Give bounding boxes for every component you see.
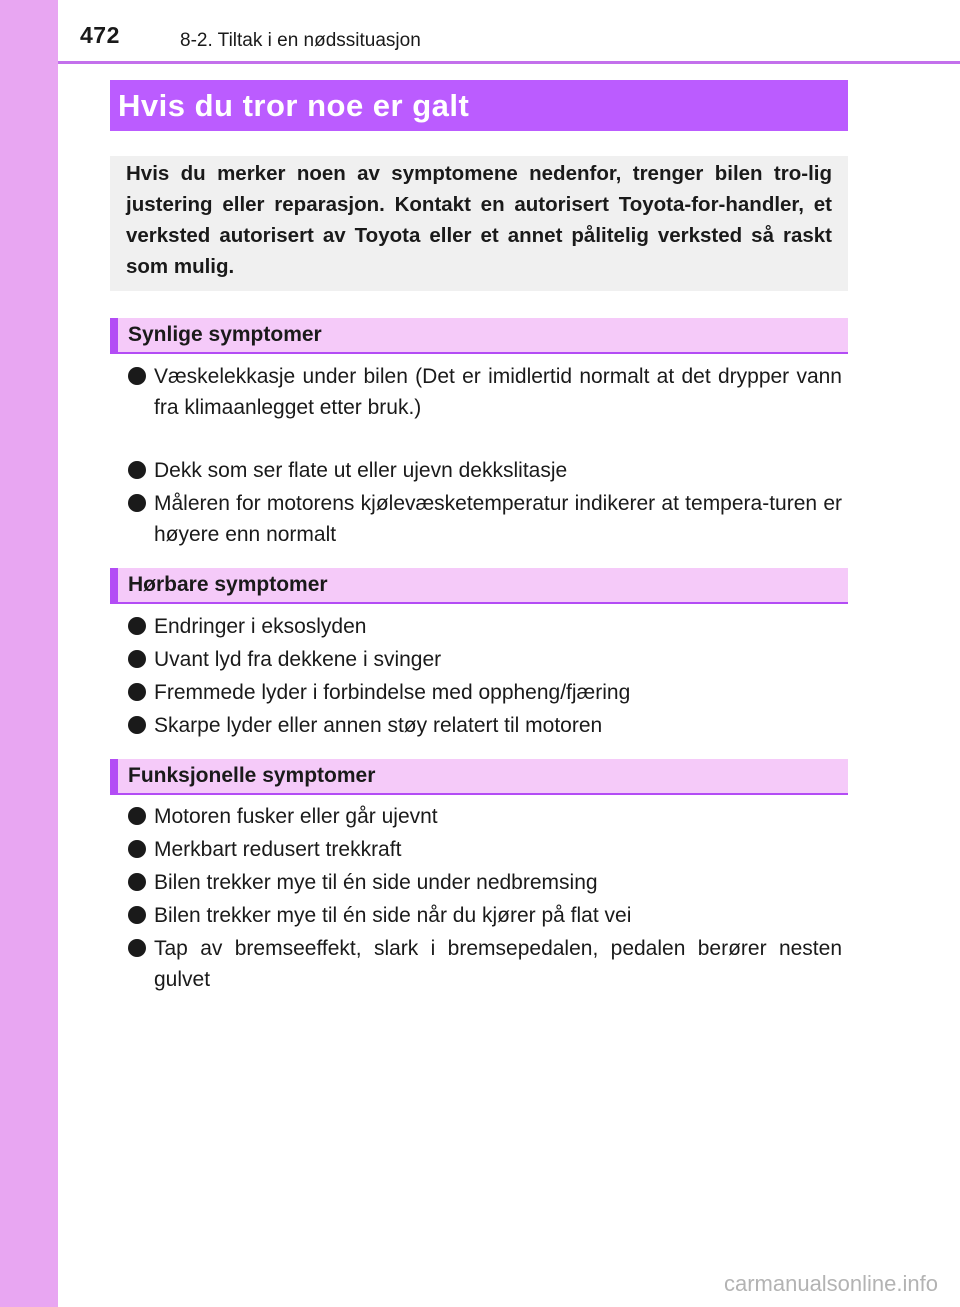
- list-item-text: Uvant lyd fra dekkene i svinger: [154, 648, 442, 671]
- section-heading-functional: [110, 759, 848, 795]
- list-item: [128, 834, 842, 865]
- list-item: [128, 611, 842, 642]
- page-title-bar: [110, 80, 848, 131]
- list-item: [128, 488, 842, 550]
- list-item-text: Skarpe lyder eller annen støy relatert til motoren: [154, 714, 603, 737]
- list-item-text: Dekk som ser flate ut eller ujevn dekkslitasje: [154, 459, 568, 482]
- bullet-icon: [128, 650, 146, 668]
- bullet-icon: [128, 906, 146, 924]
- list-item-text: Merkbart redusert trekkraft: [154, 838, 402, 861]
- bullet-icon: [128, 716, 146, 734]
- list-item: [128, 677, 842, 708]
- list-item: [128, 801, 842, 832]
- bullet-icon: [128, 617, 146, 635]
- list-item-text: Måleren for motorens kjølevæsketemperatur indikerer at tempera-turen er høyere enn normalt: [154, 492, 842, 546]
- section-heading-label: Funksjonelle symptomer: [128, 764, 376, 787]
- list-item: [128, 867, 842, 898]
- bullet-icon: [128, 461, 146, 479]
- bullet-icon: [128, 939, 146, 957]
- bullet-icon: [128, 807, 146, 825]
- list-item-text: Bilen trekker mye til én side under nedbremsing: [154, 871, 598, 894]
- list-item: [128, 900, 842, 931]
- section-heading-audible: [110, 568, 848, 604]
- bullet-icon: [128, 683, 146, 701]
- watermark: carmanualsonline.info: [723, 1271, 938, 1296]
- bullet-icon: [128, 840, 146, 858]
- list-item: [128, 644, 842, 675]
- bullet-icon: [128, 367, 146, 385]
- bullet-icon: [128, 873, 146, 891]
- list-item-text: Endringer i eksoslyden: [154, 615, 367, 638]
- section-heading-visible: [110, 318, 848, 354]
- list-item-text: Væskelekkasje under bilen (Det er imidlertid normalt at det drypper vann fra klimaanlegget etter bruk.): [154, 365, 842, 419]
- intro-box: [110, 156, 848, 291]
- list-item: [128, 710, 842, 741]
- intro-text: Hvis du merker noen av symptomene nedenfor, trenger bilen tro-lig justering eller reparasjon. Kontakt en autorisert Toyota-for-handler, et verksted autorisert av Toyota eller et annet pålitelig verksted så raskt som mulig.: [126, 162, 832, 278]
- page-number: 472: [80, 22, 120, 48]
- bullet-icon: [128, 494, 146, 512]
- list-item: [128, 933, 842, 995]
- section-heading-label: Hørbare symptomer: [128, 573, 328, 596]
- section-heading-label: Synlige symptomer: [128, 323, 322, 346]
- list-item-text: Bilen trekker mye til én side når du kjører på flat vei: [154, 904, 632, 927]
- header-rule: [58, 61, 960, 64]
- list-item-text: Tap av bremseeffekt, slark i bremsepedalen, pedalen berører nesten gulvet: [154, 937, 842, 991]
- list-item: [128, 361, 842, 423]
- running-head: 8-2. Tiltak i en nødssituasjon: [180, 30, 421, 51]
- side-strip: [0, 0, 58, 1307]
- list-item-text: Fremmede lyder i forbindelse med oppheng/fjæring: [154, 681, 631, 704]
- list-item-text: Motoren fusker eller går ujevnt: [154, 805, 438, 828]
- list-item: [128, 455, 842, 486]
- page-title: Hvis du tror noe er galt: [118, 88, 470, 123]
